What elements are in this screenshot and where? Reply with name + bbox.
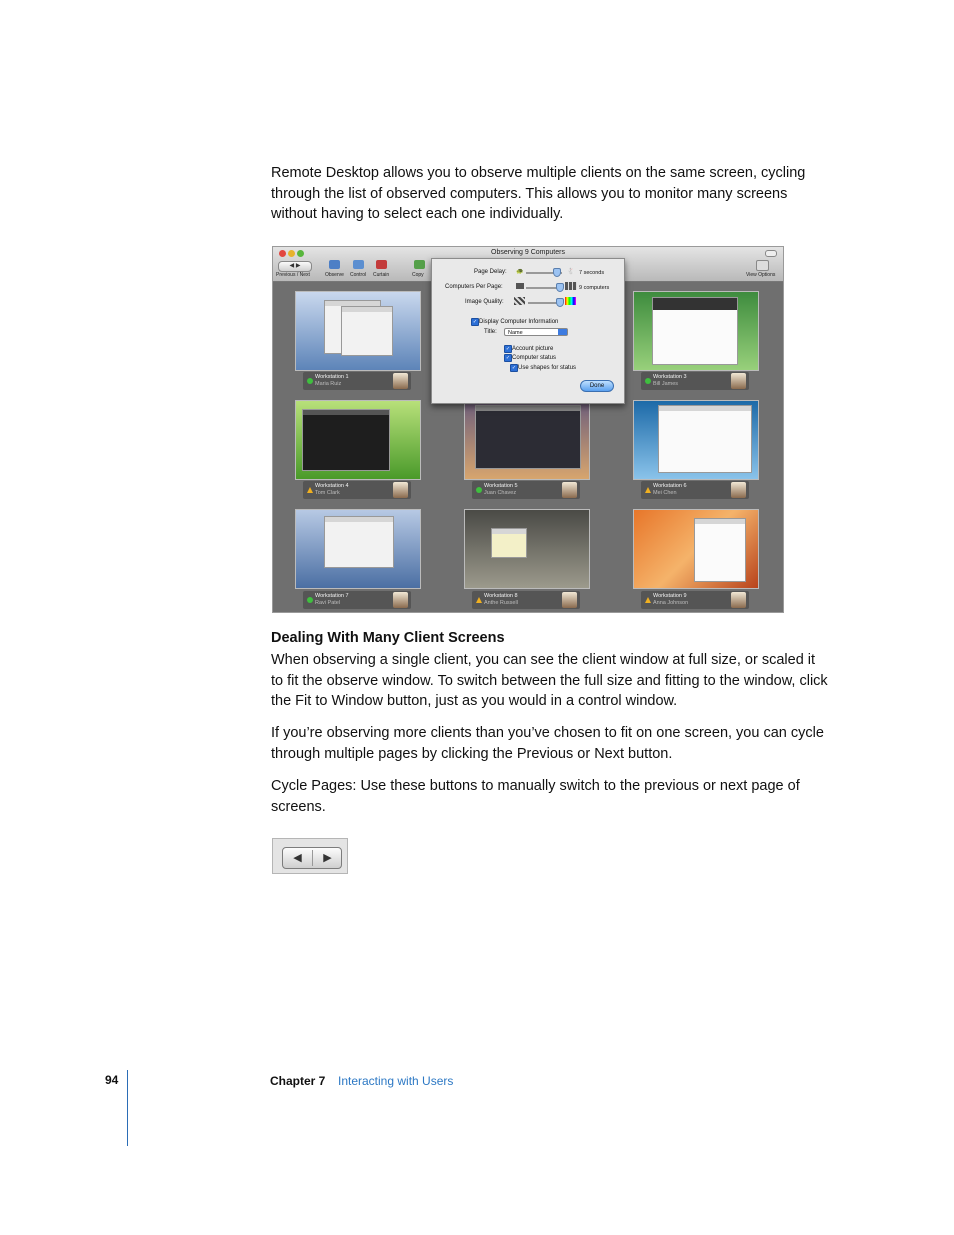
status-ok-icon	[476, 487, 482, 493]
status-warning-icon	[476, 597, 482, 603]
computer-info	[641, 481, 749, 499]
single-screen-icon	[516, 283, 524, 289]
computer-name: Workstation 4	[315, 483, 349, 489]
user-name: Ravi Patel	[315, 600, 341, 606]
computer-name: Workstation 1	[315, 374, 349, 380]
screen-tile[interactable]	[295, 291, 421, 371]
computer-status-checkbox[interactable]: ✓	[505, 355, 511, 361]
computer-name: Workstation 3	[653, 374, 687, 380]
page-delay-value: 7 seconds	[579, 270, 605, 276]
next-arrow-icon[interactable]: ▶	[323, 852, 332, 864]
high-quality-icon	[565, 297, 576, 305]
computer-info	[303, 372, 411, 390]
screen-tile[interactable]	[464, 509, 590, 589]
page-delay-label: Page Delay:	[474, 269, 507, 275]
observe-label: Observe	[325, 272, 344, 278]
avatar	[562, 482, 577, 498]
slider-knob[interactable]	[553, 268, 561, 277]
computer-name: Workstation 9	[653, 593, 687, 599]
window-title: Observing 9 Computers	[491, 249, 565, 256]
account-picture-checkbox[interactable]: ✓	[505, 346, 511, 352]
avatar	[562, 592, 577, 608]
title-select-value: Name	[508, 330, 523, 336]
computer-info	[641, 372, 749, 390]
avatar	[731, 373, 746, 389]
computers-per-page-value: 9 computers	[579, 285, 610, 291]
avatar	[393, 482, 408, 498]
curtain-label: Curtain	[373, 272, 390, 278]
previous-arrow-icon[interactable]: ◀	[293, 852, 302, 864]
curtain-icon[interactable]	[376, 260, 387, 269]
display-info-label: Display Computer Information	[479, 319, 559, 325]
status-warning-icon	[645, 487, 651, 493]
control-label: Control	[350, 272, 367, 278]
computer-name: Workstation 6	[653, 483, 687, 489]
user-name: Anthe Russell	[484, 600, 518, 606]
previous-next-control[interactable]	[282, 847, 342, 869]
paragraph-cycle: If you’re observing more clients than you’ve chosen to fit on one screen, you can cycle through multiple pages by clicking the Previous or Next button.	[271, 725, 824, 762]
title-label: Title:	[484, 329, 497, 335]
computer-name: Workstation 7	[315, 593, 349, 599]
section-heading: Dealing With Many Client Screens	[271, 630, 505, 646]
paragraph-fit-window: When observing a single client, you can see the client window at full size, or scaled it to fit the observe window. To switch between the full size and fitting to the window, click the Fit to Window button, just as you would in a control window.	[271, 652, 828, 709]
observe-icon[interactable]	[329, 260, 340, 269]
avatar	[731, 592, 746, 608]
image-quality-label: Image Quality:	[465, 299, 504, 305]
computer-name: Workstation 8	[484, 593, 518, 599]
chevron-down-icon	[558, 329, 567, 335]
computer-name: Workstation 5	[484, 483, 518, 489]
done-button[interactable]: Done	[580, 380, 614, 392]
view-options-icon[interactable]	[756, 260, 769, 271]
slider-knob[interactable]	[556, 298, 564, 307]
screen-tile[interactable]	[633, 509, 759, 589]
use-shapes-label: Use shapes for status	[518, 365, 577, 371]
cycle-pages-buttons-image	[272, 838, 348, 874]
computers-per-page-label: Computers Per Page:	[445, 284, 503, 290]
status-warning-icon	[645, 597, 651, 603]
status-ok-icon	[307, 597, 313, 603]
chapter-label: Chapter 7	[270, 1074, 326, 1088]
paragraph-cycle-pages: Cycle Pages: Use these buttons to manually switch to the previous or next page of screens.	[271, 778, 800, 815]
screen-tile[interactable]	[464, 400, 590, 480]
control-icon[interactable]	[353, 260, 364, 269]
intro-paragraph: Remote Desktop allows you to observe multiple clients on the same screen, cycling through the list of observed computers. This allows you to monitor many screens without having to select each one individually.	[271, 165, 806, 222]
footer-rule	[127, 1070, 128, 1146]
avatar	[731, 482, 746, 498]
observe-window-screenshot	[272, 246, 784, 613]
copy-label: Copy	[412, 272, 424, 278]
computer-info	[303, 591, 411, 609]
chapter-title-link[interactable]: Interacting with Users	[338, 1074, 454, 1088]
use-shapes-checkbox[interactable]: ✓	[511, 365, 517, 371]
account-picture-label: Account picture	[512, 346, 554, 352]
computer-status-label: Computer status	[512, 355, 557, 361]
view-options-sheet	[431, 258, 625, 404]
slider-knob[interactable]	[556, 283, 564, 292]
title-select[interactable]	[504, 328, 568, 336]
computer-info	[472, 591, 580, 609]
rabbit-icon: 🐇	[567, 269, 575, 275]
user-name: Mei Chen	[653, 490, 677, 496]
computer-info	[472, 481, 580, 499]
status-ok-icon	[307, 378, 313, 384]
low-quality-icon	[514, 297, 525, 305]
copy-icon[interactable]	[414, 260, 425, 269]
toolbar-toggle-icon[interactable]	[765, 250, 777, 257]
user-name: Maria Ruiz	[315, 381, 342, 387]
avatar	[393, 592, 408, 608]
user-name: Juan Chavez	[484, 490, 517, 496]
avatar	[393, 373, 408, 389]
computer-info	[303, 481, 411, 499]
grid-screens-icon	[565, 282, 577, 290]
screen-tile[interactable]	[633, 400, 759, 480]
user-name: Anna Johnson	[653, 600, 689, 606]
previous-next-button[interactable]: ◀ ▶	[278, 261, 312, 272]
view-options-label: View Options	[746, 272, 776, 278]
turtle-icon: 🐢	[516, 269, 524, 275]
status-ok-icon	[645, 378, 651, 384]
status-warning-icon	[307, 487, 313, 493]
computer-info	[641, 591, 749, 609]
user-name: Tom Clark	[315, 490, 340, 496]
screen-tile[interactable]	[633, 291, 759, 371]
display-info-checkbox[interactable]: ✓	[472, 319, 478, 325]
user-name: Bill James	[653, 381, 679, 387]
screen-tile[interactable]	[295, 509, 421, 589]
page-number: 94	[105, 1073, 119, 1087]
screen-tile[interactable]	[295, 400, 421, 480]
nav-label: Previous / Next	[276, 272, 310, 278]
